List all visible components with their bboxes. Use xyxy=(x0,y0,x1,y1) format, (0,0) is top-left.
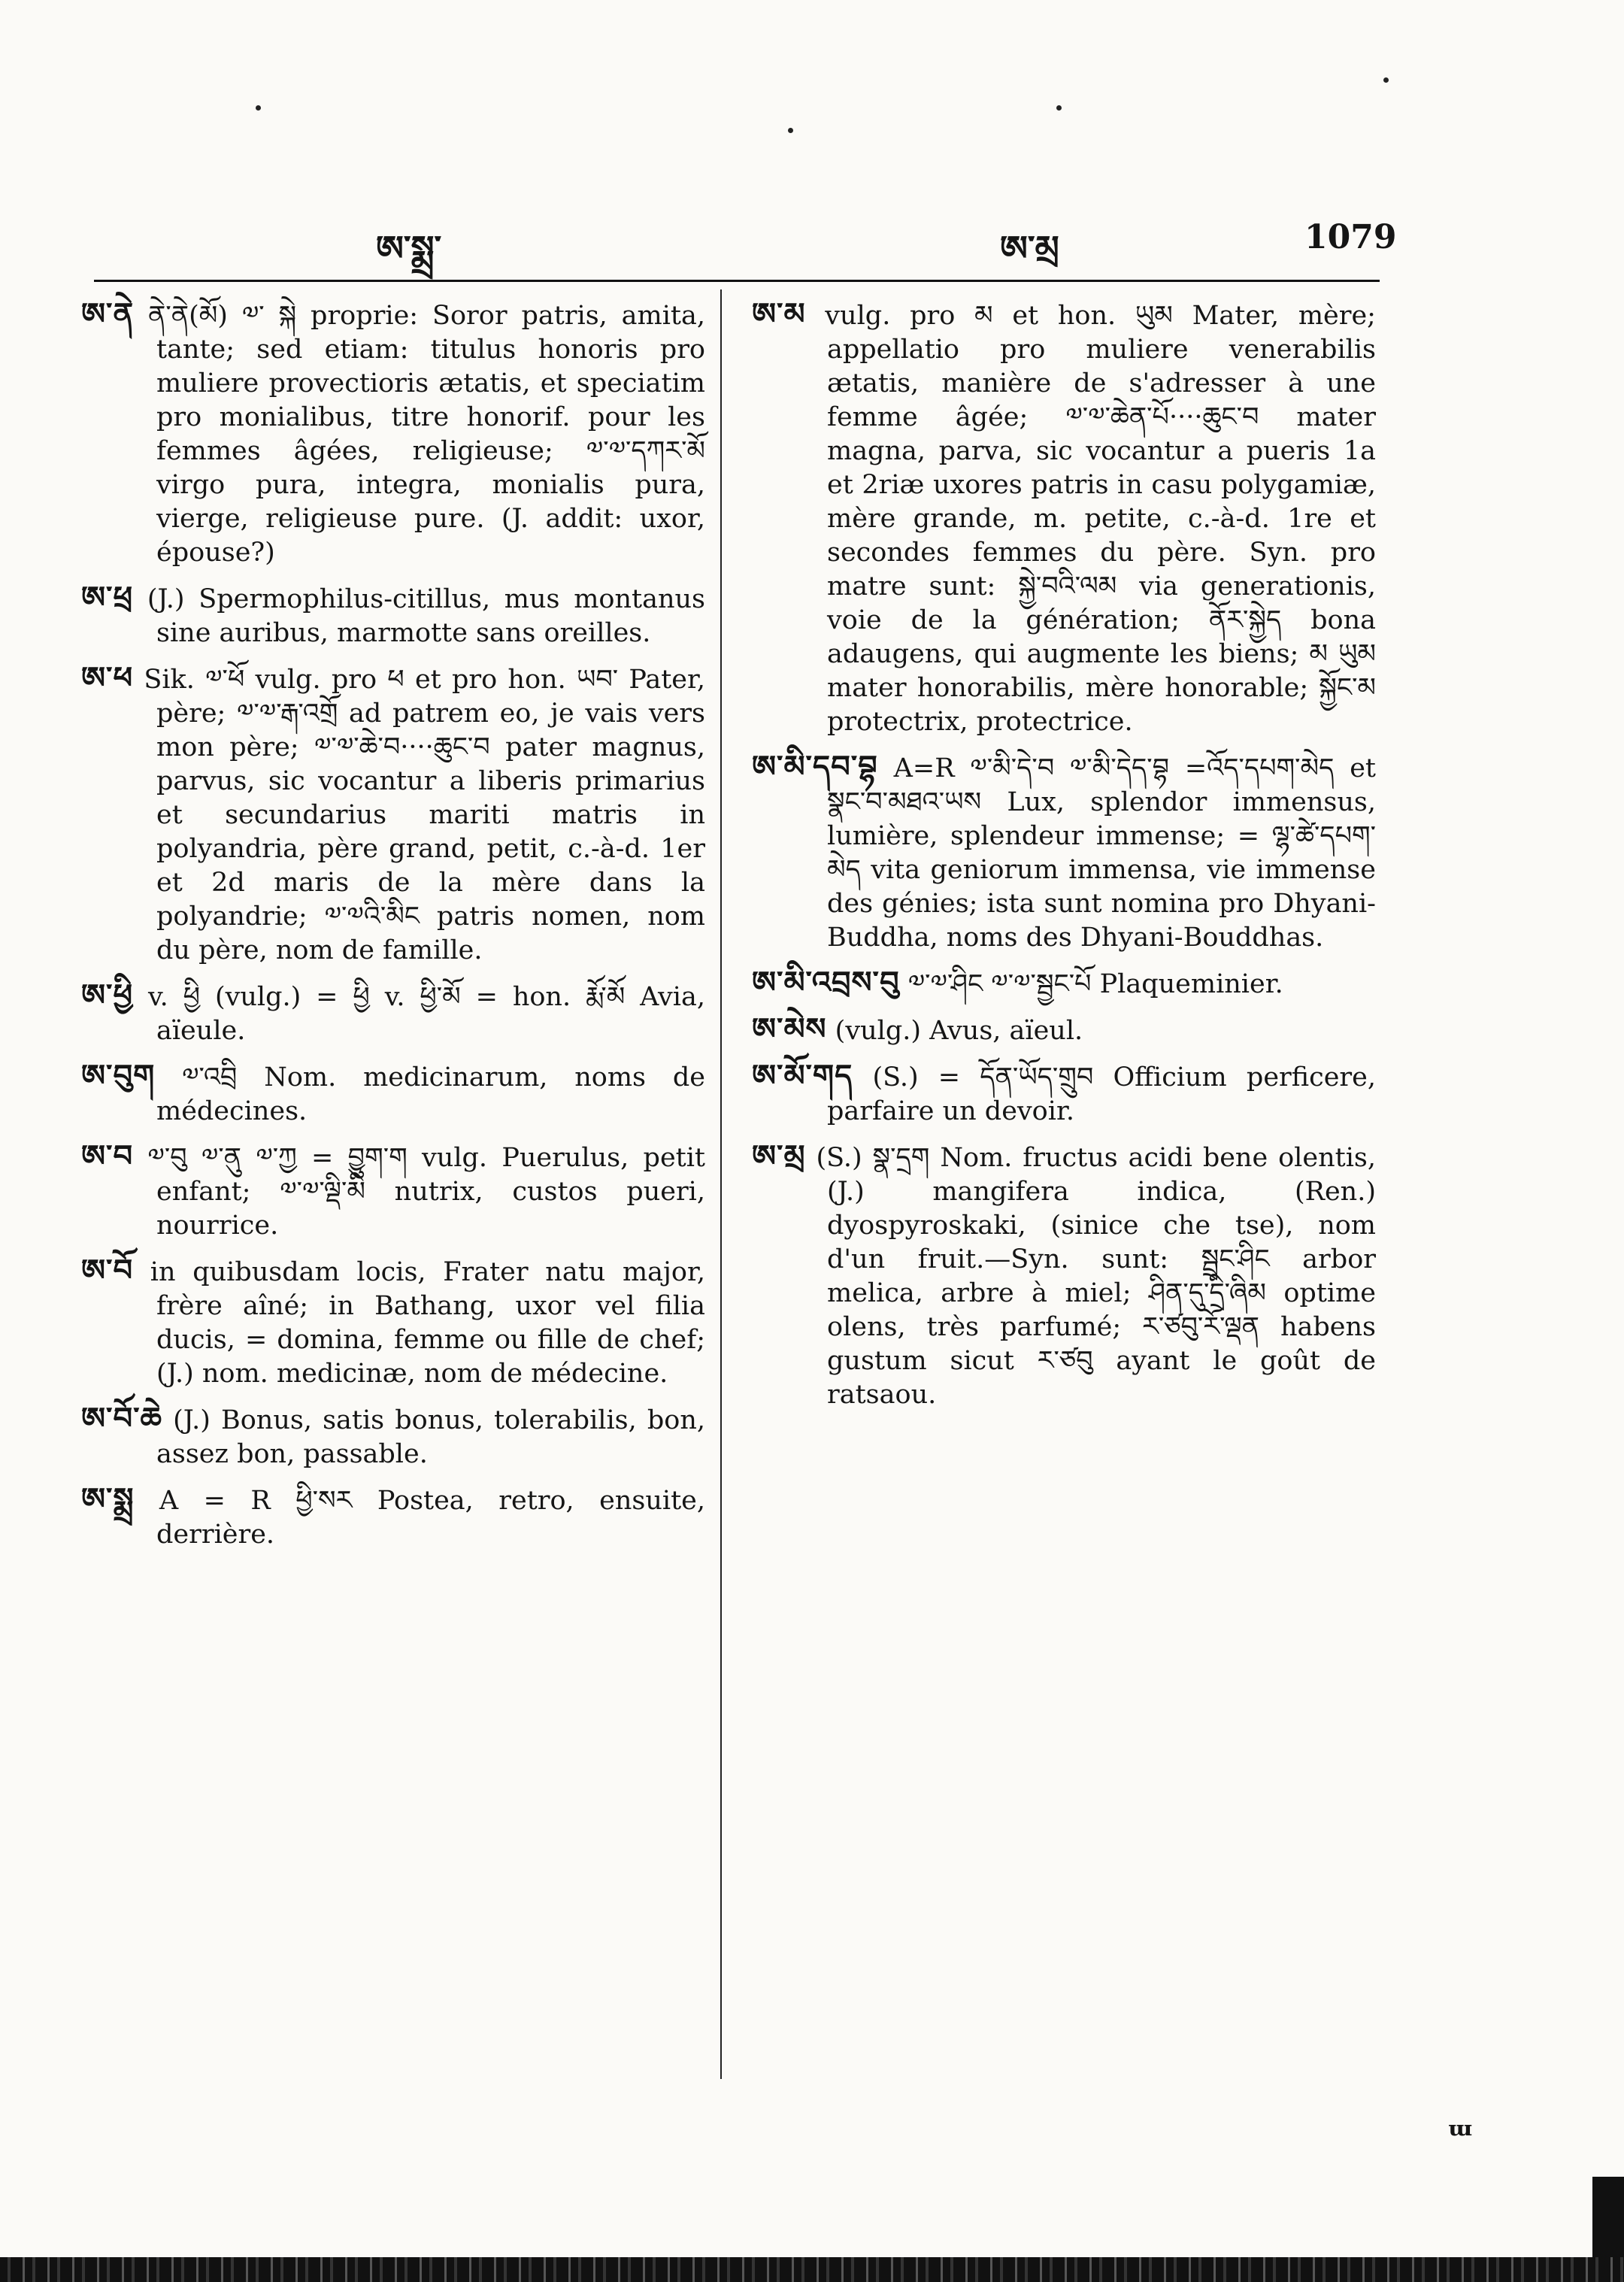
entry-body: (J.) Spermophilus-citillus, mus montanus sine auribus, marmotte sans oreilles. xyxy=(147,584,705,648)
left-column xyxy=(81,297,705,1562)
entry-headword: ཨ་མི་འབྲས་བུ xyxy=(752,965,900,1000)
dictionary-entry xyxy=(752,1059,1376,1129)
speck xyxy=(256,105,261,111)
entry-body: ནེ་ནེ(མོ) ༧་ སྐེ proprie: Soror patris, amita, tante; sed etiam: titulus honoris pro muliere provectioris ætatis, et speciatim pro monialibus, titre honorif. pour les femmes âgées, religieuse; ༧་༧་དཀར་མོ virgo pura, integra, monialis pura, vierge, religieuse pure. (J. addit: uxor, épouse?) xyxy=(148,301,705,568)
dictionary-entry xyxy=(81,978,705,1048)
entry-headword: ཨ་མ xyxy=(752,296,806,332)
dictionary-entry xyxy=(81,1139,705,1243)
dictionary-entry xyxy=(81,661,705,968)
dictionary-entry xyxy=(752,965,1376,1002)
dictionary-entry xyxy=(81,1482,705,1552)
dictionary-entry xyxy=(81,580,705,650)
speck xyxy=(1056,105,1062,111)
entry-body: in quibusdam locis, Frater natu major, frère aîné; in Bathang, uxor vel filia ducis, = domina, femme ou fille de chef; (J.) nom. medicinæ, nom de médecine. xyxy=(150,1257,705,1389)
entry-body: A = R ཕྱི་སར Postea, retro, ensuite, derrière. xyxy=(156,1486,705,1550)
entry-body: ༧་༧་ཤིང ༧་༧་སྦྱང་པོ Plaqueminier. xyxy=(907,969,1283,999)
dictionary-entry xyxy=(81,1402,705,1471)
entry-body: v. ཕྱི (vulg.) = ཕྱི v. ཕྱི་མོ = hon. རྨོ་མོ Avia, aïeule. xyxy=(147,982,705,1046)
dictionary-entry xyxy=(81,297,705,570)
running-head-left: ཨ་སྨྲ་ xyxy=(376,228,442,268)
entry-headword: ཨ་མེས xyxy=(752,1011,827,1047)
header-rule xyxy=(94,280,1380,282)
page-number: 1079 xyxy=(1304,218,1397,256)
entry-body: (S.) = དོན་ཡོད་གྲུབ Officium perficere, parfaire un devoir. xyxy=(827,1062,1376,1126)
entry-headword: ཨ་བུག xyxy=(81,1058,156,1093)
entry-body: ༧་བུ ༧་ནུ ༧་ཀྱ = བྱུག་ག vulg. Puerulus, petit enfant; ༧་༧་ལྡི་མི nutrix, custos pueri, nourrice. xyxy=(147,1143,705,1241)
printer-mark: ᵚ xyxy=(1447,2114,1474,2156)
speck xyxy=(1383,77,1389,83)
entry-body: vulg. pro མ et hon. ཡུམ Mater, mère; appellatio pro muliere venerabilis ætatis, manière de s'adresser à une femme âgée; ༧་༧་ཆེན་པོ····ཆུང་བ mater magna, parva, sic vocantur a pueris 1a et 2riæ uxores patris in casu polygamiæ, mère grande, m. petite, c.-à-d. 1re et secondes femmes du père. Syn. pro matre sunt: སྐྱེ་བའི་ལམ via generationis, voie de la génération; ནོར་སྐྱེད bona adaugens, qui augmente les biens; མ ཡུམ mater honorabilis, mère honorable; སྐྱོང་མ protectrix, protectrice. xyxy=(825,301,1376,737)
entry-headword: ཨ་ནེ xyxy=(81,296,135,332)
entry-body: (J.) Bonus, satis bonus, tolerabilis, bon, assez bon, passable. xyxy=(156,1405,705,1469)
dictionary-entry xyxy=(752,750,1376,955)
entry-headword: ཨ་བོ་ཆེ xyxy=(81,1401,162,1436)
entry-headword: ཨ་མོ་གད xyxy=(752,1058,853,1093)
column-divider xyxy=(720,289,722,2079)
dictionary-entry xyxy=(752,1139,1376,1412)
dictionary-entry xyxy=(752,1012,1376,1048)
scan-edge-bottom xyxy=(0,2257,1624,2282)
entry-headword: ཨ་སྨྲ xyxy=(81,1481,135,1517)
entry-body: Sik. ༧་ཕོ vulg. pro ཕ et pro hon. ཡབ་ Pater, père; ༧་༧་རྒ་འགྲོ ad patrem eo, je vais vers mon père; ༧་༧་ཆེ་བ····ཆུང་བ pater magnus, parvus, sic vocantur a liberis primarius et secundarius mariti matris in polyandria, père grand, petit, c.-à-d. 1er et 2d maris de la mère dans la polyandrie; ༧་༧འི་མིང patris nomen, nom du père, nom de famille. xyxy=(144,665,705,965)
entry-body: (vulg.) Avus, aïeul. xyxy=(835,1016,1083,1046)
dictionary-entry xyxy=(81,1253,705,1391)
entry-body: (S.) སྣ་དྲག Nom. fructus acidi bene olentis, (J.) mangifera indica, (Ren.) dyospyroskaki, (sinice che tse), nom d'un fruit.—Syn. sunt: སྦྲང་ཤིང arbor melica, arbre à miel; ཤིན་དུ་དྲི་ཞིམ optime olens, très parfumé; ར་ཙབུ་རོ་ལྡན habens gustum sicut ར་ཙབུ ayant le goût de ratsaou. xyxy=(816,1143,1376,1410)
entry-headword: ཨ་མྲ xyxy=(752,1138,806,1174)
dictionary-entry xyxy=(752,297,1376,739)
entry-headword: ཨ་མི་དབ་བྷ xyxy=(752,749,878,784)
entry-headword: ཨ་ཕ xyxy=(81,660,134,696)
entry-headword: ཨ་བོ xyxy=(81,1253,134,1288)
entry-headword: ཨ་ཕྲ xyxy=(81,580,134,615)
speck xyxy=(788,128,793,133)
entry-body: ༧་འབྲི Nom. medicinarum, noms de médecines. xyxy=(156,1062,705,1126)
running-head-right: ཨ་མྲ xyxy=(1000,228,1059,268)
page-header xyxy=(0,203,1624,271)
entry-body: A=R ༧་མི་དེ་བ ༧་མི་དེད་བྷ =འོད་དཔག་མེད et སྣང་བ་མཐའ་ཡས Lux, splendor immensus, lumière, splendeur immense; = ལྷ་ཚེ་དཔག་མེད vita geniorum immensa, vie immense des génies; ista sunt nomina pro Dhyani-Buddha, noms des Dhyani-Bouddhas. xyxy=(827,753,1376,953)
entry-headword: ཨ་ཕྱི xyxy=(81,977,134,1013)
entry-headword: ཨ་བ xyxy=(81,1138,134,1174)
dictionary-entry xyxy=(81,1059,705,1129)
right-column xyxy=(752,297,1376,1423)
